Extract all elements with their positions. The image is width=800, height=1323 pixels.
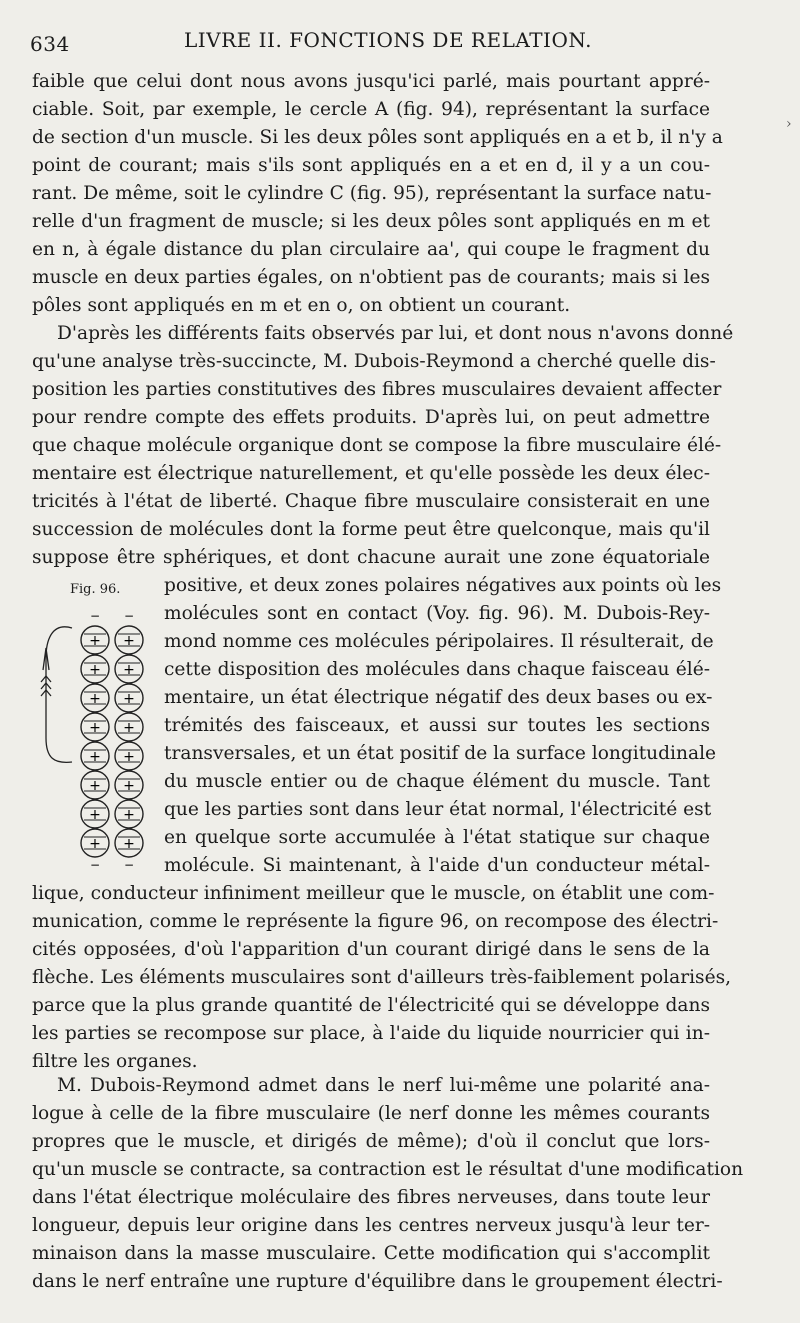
plus-sign: + xyxy=(89,749,101,765)
plus-sign: + xyxy=(89,807,101,823)
molecule xyxy=(115,655,143,683)
text-line: position les parties constitutives des fibres musculaires devaient affecter xyxy=(32,379,722,400)
text-line: pôles sont appliqués en m et en o, on obtient un courant. xyxy=(32,295,571,316)
text-line: positive, et deux zones polaires négatives aux points où les xyxy=(164,575,722,596)
text-line: minaison dans la masse musculaire. Cette modification qui s'accomplit xyxy=(32,1243,710,1264)
molecule xyxy=(81,626,109,654)
text-line: relle d'un fragment de muscle; si les deux pôles sont appliqués en m et xyxy=(32,211,710,232)
text-line: munication, comme le représente la figure 96, on recompose des électri- xyxy=(32,911,719,932)
text-line: en quelque sorte accumulée à l'état statique sur chaque xyxy=(164,827,710,848)
molecule xyxy=(115,684,143,712)
text-line: les parties se recompose sur place, à l'aide du liquide nourricier qui in- xyxy=(32,1023,710,1044)
text-line: lique, conducteur infiniment meilleur que le muscle, on établit une com- xyxy=(32,883,715,904)
text-line: propres que le muscle, et dirigés de même); d'où il conclut que lors- xyxy=(32,1131,710,1152)
molecule xyxy=(81,655,109,683)
margin-mark: › xyxy=(786,116,792,132)
molecule xyxy=(115,771,143,799)
molecule xyxy=(115,713,143,741)
text-line: que chaque molécule organique dont se compose la fibre musculaire élé- xyxy=(32,435,722,456)
plus-sign: + xyxy=(123,691,135,707)
text-line: flèche. Les éléments musculaires sont d'ailleurs très-faiblement polarisés, xyxy=(32,967,732,988)
molecule xyxy=(115,829,143,857)
plus-sign: + xyxy=(89,633,101,649)
molecule xyxy=(115,626,143,654)
text-line: logue à celle de la fibre musculaire (le nerf donne les mêmes courants xyxy=(32,1103,710,1124)
plus-sign: + xyxy=(89,691,101,707)
text-line: ciable. Soit, par exemple, le cercle A (fig. 94), représentant la surface xyxy=(32,99,710,120)
text-line: dans le nerf entraîne une rupture d'équilibre dans le groupement électri- xyxy=(32,1271,723,1292)
molecule xyxy=(81,684,109,712)
figure-peripolar-molecules xyxy=(32,598,162,868)
text-line: faible que celui dont nous avons jusqu'ici parlé, mais pourtant appré- xyxy=(32,71,710,92)
text-line: de section d'un muscle. Si les deux pôles sont appliqués en a et b, il n'y a xyxy=(32,127,723,148)
text-line: cités opposées, d'où l'apparition d'un courant dirigé dans le sens de la xyxy=(32,939,710,960)
text-line: mond nomme ces molécules péripolaires. Il résulterait, de xyxy=(164,631,714,652)
text-line: pour rendre compte des effets produits. D'après lui, on peut admettre xyxy=(32,407,710,428)
minus-sign: − xyxy=(89,609,101,623)
minus-sign: − xyxy=(123,858,135,868)
running-title: LIVRE II. FONCTIONS DE RELATION. xyxy=(184,28,592,52)
plus-sign: + xyxy=(89,778,101,794)
text-line: cette disposition des molécules dans chaque faisceau élé- xyxy=(164,659,710,680)
text-line: du muscle entier ou de chaque élément du muscle. Tant xyxy=(164,771,710,792)
text-line: rant. De même, soit le cylindre C (fig. 95), représentant la surface natu- xyxy=(32,183,712,204)
plus-sign: + xyxy=(123,633,135,649)
text-line: qu'une analyse très-succincte, M. Dubois-Reymond a cherché quelle dis- xyxy=(32,351,716,372)
molecule xyxy=(81,742,109,770)
text-line: molécules sont en contact (Voy. fig. 96). M. Dubois-Rey- xyxy=(164,603,710,624)
text-line: mentaire est électrique naturellement, et qu'elle possède les deux élec- xyxy=(32,463,710,484)
plus-sign: + xyxy=(123,807,135,823)
text-line: qu'un muscle se contracte, sa contraction est le résultat d'une modification xyxy=(32,1159,744,1180)
molecule xyxy=(81,771,109,799)
molecule xyxy=(115,800,143,828)
text-line: muscle en deux parties égales, on n'obtient pas de courants; mais si les xyxy=(32,267,710,288)
text-line: mentaire, un état électrique négatif des deux bases ou ex- xyxy=(164,687,713,708)
molecule xyxy=(115,742,143,770)
plus-sign: + xyxy=(123,662,135,678)
text-line: trémités des faisceaux, et aussi sur toutes les sections xyxy=(164,715,710,736)
plus-sign: + xyxy=(89,836,101,852)
text-line: transversales, et un état positif de la surface longitudinale xyxy=(164,743,717,764)
text-line: point de courant; mais s'ils sont appliqués en a et en d, il y a un cou- xyxy=(32,155,710,176)
plus-sign: + xyxy=(123,749,135,765)
plus-sign: + xyxy=(89,720,101,736)
molecule xyxy=(81,713,109,741)
text-line: D'après les différents faits observés par lui, et dont nous n'avons donné xyxy=(57,323,734,344)
text-line: molécule. Si maintenant, à l'aide d'un conducteur métal- xyxy=(164,855,710,876)
text-line: M. Dubois-Reymond admet dans le nerf lui-même une polarité ana- xyxy=(57,1075,710,1096)
figure-label: Fig. 96. xyxy=(70,582,121,597)
plus-sign: + xyxy=(89,662,101,678)
molecule xyxy=(81,829,109,857)
text-line: parce que la plus grande quantité de l'électricité qui se développe dans xyxy=(32,995,710,1016)
text-line: que les parties sont dans leur état normal, l'électricité est xyxy=(164,799,712,820)
text-line: longueur, depuis leur origine dans les centres nerveux jusqu'à leur ter- xyxy=(32,1215,710,1236)
plus-sign: + xyxy=(123,836,135,852)
page-number: 634 xyxy=(30,32,70,56)
text-line: suppose être sphériques, et dont chacune aurait une zone équatoriale xyxy=(32,547,710,568)
plus-sign: + xyxy=(123,778,135,794)
text-line: succession de molécules dont la forme peut être quelconque, mais qu'il xyxy=(32,519,710,540)
text-line: en n, à égale distance du plan circulaire aa', qui coupe le fragment du xyxy=(32,239,710,260)
page-header xyxy=(30,26,710,56)
molecule xyxy=(81,800,109,828)
plus-sign: + xyxy=(123,720,135,736)
minus-sign: − xyxy=(89,858,101,868)
text-line: dans l'état électrique moléculaire des fibres nerveuses, dans toute leur xyxy=(32,1187,710,1208)
minus-sign: − xyxy=(123,609,135,623)
text-line: filtre les organes. xyxy=(32,1051,198,1072)
text-line: tricités à l'état de liberté. Chaque fibre musculaire consisterait en une xyxy=(32,491,710,512)
